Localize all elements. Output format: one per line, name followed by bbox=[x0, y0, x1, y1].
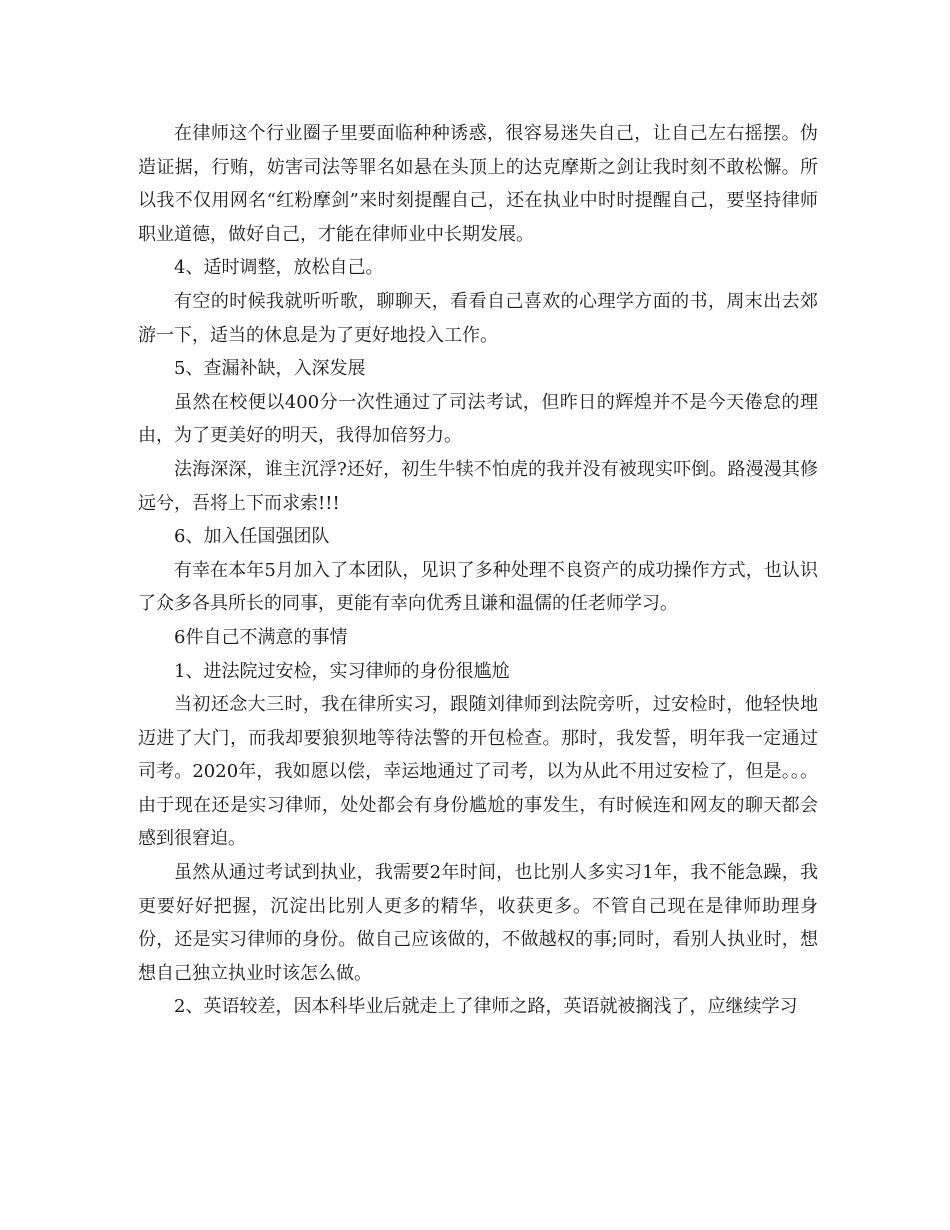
heading-unsatisfied: 6件自己不满意的事情 bbox=[174, 626, 348, 648]
paragraph-security-story: 当初还念大三时，我在律所实习，跟随刘律师到法院旁听，过安检时，他轻快地迈进了大门，而我却要狼狈地等待法警的开包检查。那时，我发誓，明年我一定通过司考。2020年，我如愿以偿，幸运地通过了司考，以为从此不用过安检了，但是。。。由于现在还是实习律师，处处都会有身份尴尬的事发生，有时候连和网友的聊天都会感到很窘迫。 bbox=[138, 694, 818, 850]
paragraph-temptation: 在律师这个行业圈子里要面临种种诱惑，很容易迷失自己，让自己左右摇摆。伪造证据，行贿，妨害司法等罪名如悬在头顶上的达克摩斯之剑让我时刻不敢松懈。所以我不仅用网名“红粉摩剑”来时刻提醒自己，还在执业中时时提醒自己，要坚持律师职业道德，做好自己，才能在律师业中长期发展。 bbox=[138, 123, 818, 245]
heading-security-check: 1、进法院过安检，实习律师的身份很尴尬 bbox=[174, 660, 510, 682]
paragraph-bar-exam: 虽然在校便以400分一次性通过了司法考试，但昨日的辉煌并不是今天倦怠的理由，为了更美好的明天，我得加倍努力。 bbox=[138, 391, 818, 447]
heading-english: 2、英语较差，因本科毕业后就走上了律师之路，英语就被搁浅了，应继续学习 bbox=[174, 996, 798, 1018]
heading-join-team: 6、加入任国强团队 bbox=[174, 526, 330, 548]
paragraph-leisure: 有空的时候我就听听歌，聊聊天，看看自己喜欢的心理学方面的书，周末出去郊游一下，适当的休息是为了更好地投入工作。 bbox=[138, 290, 818, 346]
heading-fill-gaps: 5、查漏补缺，入深发展 bbox=[174, 358, 366, 380]
paragraph-team: 有幸在本年5月加入了本团队，见识了多种处理不良资产的成功操作方式，也认识了众多各具所长的同事，更能有幸向优秀且谦和温儒的任老师学习。 bbox=[138, 559, 818, 615]
paragraph-law-sea: 法海深深，谁主沉浮?还好，初生牛犊不怕虎的我并没有被现实吓倒。路漫漫其修远兮，吾将上下而求索!!! bbox=[138, 458, 818, 514]
paragraph-patience: 虽然从通过考试到执业，我需要2年时间，也比别人多实习1年，我不能急躁，我更要好好把握，沉淀出比别人更多的精华，收获更多。不管自己现在是律师助理身份，还是实习律师的身份。做自己应该做的，不做越权的事;同时，看别人执业时，想想自己独立执业时该怎么做。 bbox=[138, 862, 818, 984]
document-body bbox=[138, 117, 818, 1024]
heading-adjust-relax: 4、适时调整，放松自己。 bbox=[174, 257, 384, 279]
